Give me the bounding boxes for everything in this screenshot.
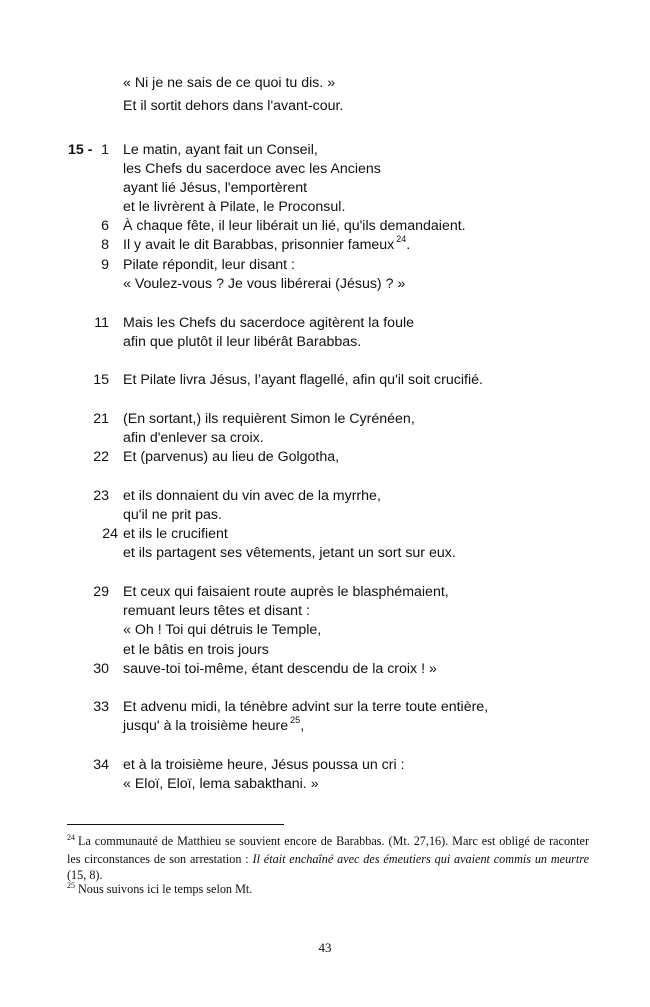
trailing-punctuation: , <box>300 718 305 734</box>
verse-text-content: « Oh ! Toi qui détruis le Temple, <box>123 622 322 638</box>
verse-line <box>0 621 650 640</box>
verse-text-content: les Chefs du sacerdoce avec les Anciens <box>123 161 381 177</box>
footnote-text: Nous suivons ici le temps selon Mt. <box>78 882 253 896</box>
verse-text <box>123 256 295 275</box>
verse-line <box>0 448 650 467</box>
footnote <box>67 881 589 899</box>
verse-text-content: « Voulez-vous ? Je vous libérerai (Jésus) ? » <box>123 276 406 292</box>
verse-number: 24 <box>102 526 118 542</box>
verse-text-content: Et il sortit dehors dans l'avant-cour. <box>123 98 344 114</box>
verse-text <box>123 198 345 217</box>
verse-line <box>0 525 650 544</box>
verse-text <box>123 756 405 775</box>
footnote-reference[interactable]: 25 <box>290 715 301 725</box>
verse-line <box>0 583 650 602</box>
footnote <box>67 833 589 883</box>
verse-number: 1 <box>101 142 109 158</box>
verse-number: 34 <box>93 757 109 773</box>
verse-text-content: Et (parvenus) au lieu de Golgotha, <box>123 449 340 465</box>
verse-text <box>123 160 381 179</box>
verse-line <box>0 97 650 116</box>
verse-text <box>123 217 466 236</box>
verse-line <box>0 217 650 236</box>
verse-line <box>0 660 650 679</box>
verse-number: 21 <box>93 411 109 427</box>
verse-number: 15 <box>93 372 109 388</box>
footnote-text: La communauté de Matthieu se souvient encore de Barabbas. (Mt. 27,16). Marc est obligé de raconter les circonstances de son arrestation : <box>67 834 589 866</box>
verse-text <box>123 506 222 525</box>
verse-line <box>0 141 650 160</box>
verse-number: 33 <box>93 699 109 715</box>
verse-line <box>0 487 650 506</box>
verse-text <box>123 448 339 467</box>
verse-line <box>0 236 650 255</box>
verse-text-content: Et advenu midi, la ténèbre advint sur la terre toute entière, <box>123 699 489 715</box>
verse-text <box>123 583 449 602</box>
verse-text-content: Mais les Chefs du sacerdoce agitèrent la foule <box>123 315 415 331</box>
verse-text-content: jusqu' à la troisième heure <box>123 718 289 734</box>
verse-text-content: et le livrèrent à Pilate, le Proconsul. <box>123 199 346 215</box>
footnote-quote: Il était enchaîné avec des émeutiers qui avaient commis un meurtre <box>252 852 590 866</box>
verse-number: 30 <box>93 661 109 677</box>
verse-text <box>123 717 304 737</box>
verse-line <box>0 275 650 294</box>
page-number: 43 <box>318 940 332 955</box>
verse-text <box>123 179 307 198</box>
verse-text <box>123 660 437 679</box>
verse-text-content: (En sortant,) ils requièrent Simon le Cyrénéen, <box>123 411 415 427</box>
verse-text-content: Et ceux qui faisaient route auprès le blasphémaient, <box>123 584 449 600</box>
verse-text <box>123 236 410 256</box>
verse-number: 6 <box>101 218 109 234</box>
verse-text-content: ayant lié Jésus, l'emportèrent <box>123 180 308 196</box>
verse-text <box>123 602 310 621</box>
verse-line <box>0 179 650 198</box>
verse-text-content: Le matin, ayant fait un Conseil, <box>123 142 318 158</box>
verse-line <box>0 641 650 660</box>
verse-line <box>0 333 650 352</box>
verse-line <box>0 314 650 333</box>
verse-text <box>123 487 381 506</box>
footnote-separator <box>67 824 284 825</box>
verse-text-content: sauve-toi toi-même, étant descendu de la croix ! » <box>123 661 437 677</box>
verse-line <box>0 198 650 217</box>
chapter-number: 15 - <box>68 142 93 158</box>
verse-text <box>123 698 488 717</box>
footnote-reference[interactable]: 24 <box>396 234 407 244</box>
trailing-punctuation: . <box>406 237 411 253</box>
verse-number: 8 <box>101 237 109 253</box>
verse-text-content: et le bâtis en trois jours <box>123 642 269 658</box>
verse-number: 22 <box>93 449 109 465</box>
verse-number: 9 <box>101 257 109 273</box>
verse-text-content: et ils le crucifient <box>123 526 228 542</box>
verse-line <box>0 74 650 93</box>
verse-text-content: À chaque fête, il leur libérait un lié, qu'ils demandaient. <box>123 218 466 234</box>
verse-text <box>123 410 415 429</box>
verse-text <box>123 775 319 794</box>
verse-text <box>123 333 361 352</box>
verse-number: 23 <box>93 488 109 504</box>
verse-line <box>0 371 650 390</box>
verse-text-content: Et Pilate livra Jésus, l’ayant flagellé, afin qu'il soit crucifié. <box>123 372 483 388</box>
footnote-mark: 24 <box>67 833 75 842</box>
verse-line <box>0 160 650 179</box>
verse-text-content: et à la troisième heure, Jésus poussa un cri : <box>123 757 405 773</box>
verse-line <box>0 544 650 563</box>
verse-text <box>123 641 269 660</box>
verse-text <box>123 429 264 448</box>
verse-line <box>0 410 650 429</box>
verse-line <box>0 256 650 275</box>
verse-text-content: Pilate répondit, leur disant : <box>123 257 295 273</box>
footnote-mark: 25 <box>67 881 75 890</box>
verse-number: 29 <box>93 584 109 600</box>
verse-text-content: et ils donnaient du vin avec de la myrrhe, <box>123 488 381 504</box>
verse-text <box>123 544 456 563</box>
verse-number: 11 <box>94 315 109 331</box>
verse-text-content: « Eloï, Eloï, lema sabakthani. » <box>123 776 319 792</box>
verse-text <box>123 371 483 390</box>
verse-line <box>0 429 650 448</box>
verse-text <box>123 314 414 333</box>
verse-text-content: « Ni je ne sais de ce quoi tu dis. » <box>123 75 336 91</box>
verse-text-content: afin d'enlever sa croix. <box>123 430 264 446</box>
verse-text <box>123 97 343 116</box>
verse-line <box>0 756 650 775</box>
verse-line <box>0 506 650 525</box>
verse-line <box>0 775 650 794</box>
verse-line <box>0 698 650 717</box>
verse-text-content: Il y avait le dit Barabbas, prisonnier fameux <box>123 237 395 253</box>
verse-text-content: qu'il ne prit pas. <box>123 507 222 523</box>
verse-text-content: afin que plutôt il leur libérât Barabbas. <box>123 334 362 350</box>
verse-text <box>123 525 228 544</box>
verse-line <box>0 717 650 736</box>
verse-text <box>123 275 405 294</box>
verse-text <box>123 621 321 640</box>
verse-text <box>123 74 335 93</box>
verse-line <box>0 602 650 621</box>
verse-text-content: et ils partagent ses vêtements, jetant un sort sur eux. <box>123 545 456 561</box>
footnote-reference-text: (15, 8). <box>67 868 103 882</box>
verse-text <box>123 141 318 160</box>
verse-text-content: remuant leurs têtes et disant : <box>123 603 310 619</box>
